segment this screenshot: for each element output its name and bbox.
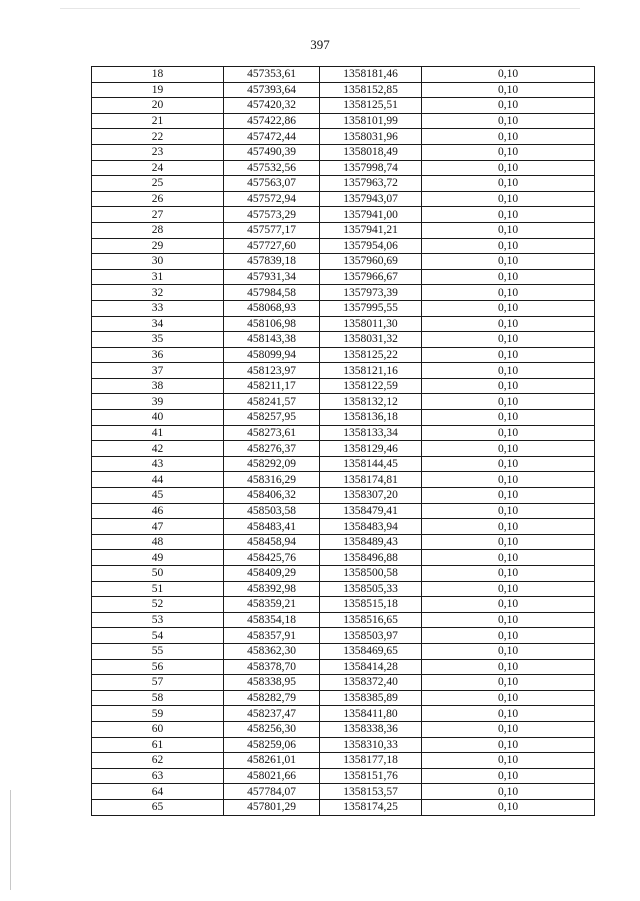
accuracy-cell: 0,10 (422, 332, 595, 348)
y-coordinate-cell: 1357943,07 (320, 191, 422, 207)
table-row (92, 488, 595, 504)
accuracy-cell: 0,10 (422, 378, 595, 394)
point-number-cell: 52 (92, 597, 224, 613)
table-row (92, 784, 595, 800)
point-number-cell: 49 (92, 550, 224, 566)
accuracy-cell: 0,10 (422, 628, 595, 644)
x-coordinate-cell: 457393,64 (224, 82, 320, 98)
point-number-cell: 27 (92, 207, 224, 223)
table-row (92, 706, 595, 722)
table-row (92, 519, 595, 535)
point-number-cell: 58 (92, 690, 224, 706)
table-row (92, 332, 595, 348)
y-coordinate-cell: 1357995,55 (320, 300, 422, 316)
table-row (92, 378, 595, 394)
y-coordinate-cell: 1358153,57 (320, 784, 422, 800)
table-row (92, 534, 595, 550)
x-coordinate-cell: 457490,39 (224, 144, 320, 160)
y-coordinate-cell: 1358174,25 (320, 799, 422, 815)
x-coordinate-cell: 458123,97 (224, 363, 320, 379)
accuracy-cell: 0,10 (422, 98, 595, 114)
x-coordinate-cell: 457573,29 (224, 207, 320, 223)
x-coordinate-cell: 458106,98 (224, 316, 320, 332)
table-row (92, 721, 595, 737)
accuracy-cell: 0,10 (422, 129, 595, 145)
point-number-cell: 53 (92, 612, 224, 628)
accuracy-cell: 0,10 (422, 597, 595, 613)
y-coordinate-cell: 1358152,85 (320, 82, 422, 98)
point-number-cell: 42 (92, 441, 224, 457)
table-row (92, 456, 595, 472)
accuracy-cell: 0,10 (422, 207, 595, 223)
accuracy-cell: 0,10 (422, 222, 595, 238)
point-number-cell: 55 (92, 643, 224, 659)
x-coordinate-cell: 457727,60 (224, 238, 320, 254)
table-row (92, 98, 595, 114)
page-number: 397 (310, 37, 330, 52)
accuracy-cell: 0,10 (422, 285, 595, 301)
accuracy-cell: 0,10 (422, 176, 595, 192)
x-coordinate-cell: 457563,07 (224, 176, 320, 192)
x-coordinate-cell: 458261,01 (224, 753, 320, 769)
y-coordinate-cell: 1358414,28 (320, 659, 422, 675)
x-coordinate-cell: 457572,94 (224, 191, 320, 207)
accuracy-cell: 0,10 (422, 768, 595, 784)
table-row (92, 67, 595, 83)
point-number-cell: 63 (92, 768, 224, 784)
point-number-cell: 39 (92, 394, 224, 410)
accuracy-cell: 0,10 (422, 238, 595, 254)
x-coordinate-cell: 457801,29 (224, 799, 320, 815)
point-number-cell: 23 (92, 144, 224, 160)
table-row (92, 550, 595, 566)
x-coordinate-cell: 458241,57 (224, 394, 320, 410)
y-coordinate-cell: 1358144,45 (320, 456, 422, 472)
x-coordinate-cell: 457577,17 (224, 222, 320, 238)
y-coordinate-cell: 1358132,12 (320, 394, 422, 410)
y-coordinate-cell: 1358011,30 (320, 316, 422, 332)
x-coordinate-cell: 458503,58 (224, 503, 320, 519)
point-number-cell: 19 (92, 82, 224, 98)
table-row (92, 207, 595, 223)
x-coordinate-cell: 457931,34 (224, 269, 320, 285)
y-coordinate-cell: 1358505,33 (320, 581, 422, 597)
x-coordinate-cell: 458338,95 (224, 675, 320, 691)
y-coordinate-cell: 1357960,69 (320, 254, 422, 270)
point-number-cell: 35 (92, 332, 224, 348)
table-row (92, 285, 595, 301)
point-number-cell: 56 (92, 659, 224, 675)
table-row (92, 316, 595, 332)
x-coordinate-cell: 458392,98 (224, 581, 320, 597)
accuracy-cell: 0,10 (422, 254, 595, 270)
table-row (92, 441, 595, 457)
point-number-cell: 25 (92, 176, 224, 192)
table-row (92, 222, 595, 238)
scan-edge-top (60, 8, 580, 9)
y-coordinate-cell: 1358515,18 (320, 597, 422, 613)
y-coordinate-cell: 1358469,65 (320, 643, 422, 659)
table-row (92, 659, 595, 675)
accuracy-cell: 0,10 (422, 144, 595, 160)
table-row (92, 82, 595, 98)
accuracy-cell: 0,10 (422, 160, 595, 176)
y-coordinate-cell: 1358125,22 (320, 347, 422, 363)
table-row (92, 144, 595, 160)
x-coordinate-cell: 458282,79 (224, 690, 320, 706)
y-coordinate-cell: 1358307,20 (320, 488, 422, 504)
x-coordinate-cell: 458021,66 (224, 768, 320, 784)
x-coordinate-cell: 458316,29 (224, 472, 320, 488)
point-number-cell: 18 (92, 67, 224, 83)
table-row (92, 581, 595, 597)
point-number-cell: 31 (92, 269, 224, 285)
point-number-cell: 40 (92, 410, 224, 426)
table-row (92, 347, 595, 363)
table-row (92, 597, 595, 613)
accuracy-cell: 0,10 (422, 784, 595, 800)
point-number-cell: 38 (92, 378, 224, 394)
y-coordinate-cell: 1358129,46 (320, 441, 422, 457)
x-coordinate-cell: 458483,41 (224, 519, 320, 535)
table-row (92, 768, 595, 784)
x-coordinate-cell: 458406,32 (224, 488, 320, 504)
x-coordinate-cell: 457420,32 (224, 98, 320, 114)
y-coordinate-cell: 1357963,72 (320, 176, 422, 192)
point-number-cell: 43 (92, 456, 224, 472)
point-number-cell: 48 (92, 534, 224, 550)
x-coordinate-cell: 458409,29 (224, 566, 320, 582)
table-row (92, 269, 595, 285)
point-number-cell: 64 (92, 784, 224, 800)
accuracy-cell: 0,10 (422, 675, 595, 691)
x-coordinate-cell: 457839,18 (224, 254, 320, 270)
table-row (92, 675, 595, 691)
point-number-cell: 44 (92, 472, 224, 488)
point-number-cell: 29 (92, 238, 224, 254)
y-coordinate-cell: 1358479,41 (320, 503, 422, 519)
accuracy-cell: 0,10 (422, 566, 595, 582)
x-coordinate-cell: 457784,07 (224, 784, 320, 800)
coordinates-table-body (92, 67, 595, 816)
table-row (92, 612, 595, 628)
table-row (92, 628, 595, 644)
y-coordinate-cell: 1358018,49 (320, 144, 422, 160)
point-number-cell: 59 (92, 706, 224, 722)
accuracy-cell: 0,10 (422, 67, 595, 83)
point-number-cell: 21 (92, 113, 224, 129)
point-number-cell: 45 (92, 488, 224, 504)
x-coordinate-cell: 458354,18 (224, 612, 320, 628)
table-row (92, 176, 595, 192)
accuracy-cell: 0,10 (422, 191, 595, 207)
point-number-cell: 37 (92, 363, 224, 379)
point-number-cell: 41 (92, 425, 224, 441)
y-coordinate-cell: 1358372,40 (320, 675, 422, 691)
accuracy-cell: 0,10 (422, 737, 595, 753)
y-coordinate-cell: 1358121,16 (320, 363, 422, 379)
x-coordinate-cell: 458237,47 (224, 706, 320, 722)
x-coordinate-cell: 458099,94 (224, 347, 320, 363)
table-row (92, 425, 595, 441)
y-coordinate-cell: 1358503,97 (320, 628, 422, 644)
accuracy-cell: 0,10 (422, 300, 595, 316)
point-number-cell: 46 (92, 503, 224, 519)
accuracy-cell: 0,10 (422, 581, 595, 597)
y-coordinate-cell: 1358385,89 (320, 690, 422, 706)
accuracy-cell: 0,10 (422, 425, 595, 441)
accuracy-cell: 0,10 (422, 690, 595, 706)
accuracy-cell: 0,10 (422, 441, 595, 457)
point-number-cell: 57 (92, 675, 224, 691)
x-coordinate-cell: 458257,95 (224, 410, 320, 426)
x-coordinate-cell: 458292,09 (224, 456, 320, 472)
x-coordinate-cell: 457472,44 (224, 129, 320, 145)
point-number-cell: 26 (92, 191, 224, 207)
y-coordinate-cell: 1358181,46 (320, 67, 422, 83)
scan-edge-left (10, 790, 11, 890)
point-number-cell: 51 (92, 581, 224, 597)
y-coordinate-cell: 1358516,65 (320, 612, 422, 628)
point-number-cell: 36 (92, 347, 224, 363)
x-coordinate-cell: 457532,56 (224, 160, 320, 176)
x-coordinate-cell: 458362,30 (224, 643, 320, 659)
accuracy-cell: 0,10 (422, 753, 595, 769)
x-coordinate-cell: 458259,06 (224, 737, 320, 753)
table-row (92, 191, 595, 207)
x-coordinate-cell: 458143,38 (224, 332, 320, 348)
point-number-cell: 61 (92, 737, 224, 753)
x-coordinate-cell: 458068,93 (224, 300, 320, 316)
table-row (92, 113, 595, 129)
x-coordinate-cell: 458211,17 (224, 378, 320, 394)
table-row (92, 363, 595, 379)
y-coordinate-cell: 1358483,94 (320, 519, 422, 535)
y-coordinate-cell: 1358122,59 (320, 378, 422, 394)
y-coordinate-cell: 1358489,43 (320, 534, 422, 550)
table-row (92, 410, 595, 426)
y-coordinate-cell: 1358338,36 (320, 721, 422, 737)
table-row (92, 737, 595, 753)
y-coordinate-cell: 1358496,88 (320, 550, 422, 566)
accuracy-cell: 0,10 (422, 799, 595, 815)
table-row (92, 300, 595, 316)
accuracy-cell: 0,10 (422, 643, 595, 659)
y-coordinate-cell: 1357941,00 (320, 207, 422, 223)
table-row (92, 690, 595, 706)
point-number-cell: 28 (92, 222, 224, 238)
accuracy-cell: 0,10 (422, 721, 595, 737)
point-number-cell: 24 (92, 160, 224, 176)
y-coordinate-cell: 1358411,80 (320, 706, 422, 722)
accuracy-cell: 0,10 (422, 612, 595, 628)
x-coordinate-cell: 458357,91 (224, 628, 320, 644)
accuracy-cell: 0,10 (422, 394, 595, 410)
accuracy-cell: 0,10 (422, 113, 595, 129)
accuracy-cell: 0,10 (422, 456, 595, 472)
point-number-cell: 22 (92, 129, 224, 145)
table-row (92, 566, 595, 582)
point-number-cell: 62 (92, 753, 224, 769)
accuracy-cell: 0,10 (422, 472, 595, 488)
y-coordinate-cell: 1357941,21 (320, 222, 422, 238)
point-number-cell: 34 (92, 316, 224, 332)
y-coordinate-cell: 1357973,39 (320, 285, 422, 301)
x-coordinate-cell: 458425,76 (224, 550, 320, 566)
y-coordinate-cell: 1358101,99 (320, 113, 422, 129)
accuracy-cell: 0,10 (422, 363, 595, 379)
x-coordinate-cell: 458378,70 (224, 659, 320, 675)
accuracy-cell: 0,10 (422, 519, 595, 535)
accuracy-cell: 0,10 (422, 534, 595, 550)
y-coordinate-cell: 1358133,34 (320, 425, 422, 441)
y-coordinate-cell: 1357954,06 (320, 238, 422, 254)
y-coordinate-cell: 1358031,96 (320, 129, 422, 145)
accuracy-cell: 0,10 (422, 347, 595, 363)
coordinates-table (91, 66, 595, 816)
y-coordinate-cell: 1358031,32 (320, 332, 422, 348)
accuracy-cell: 0,10 (422, 410, 595, 426)
accuracy-cell: 0,10 (422, 269, 595, 285)
x-coordinate-cell: 457984,58 (224, 285, 320, 301)
y-coordinate-cell: 1358151,76 (320, 768, 422, 784)
table-row (92, 160, 595, 176)
x-coordinate-cell: 458276,37 (224, 441, 320, 457)
point-number-cell: 33 (92, 300, 224, 316)
point-number-cell: 60 (92, 721, 224, 737)
point-number-cell: 50 (92, 566, 224, 582)
accuracy-cell: 0,10 (422, 706, 595, 722)
y-coordinate-cell: 1358174,81 (320, 472, 422, 488)
accuracy-cell: 0,10 (422, 316, 595, 332)
y-coordinate-cell: 1358500,58 (320, 566, 422, 582)
point-number-cell: 65 (92, 799, 224, 815)
y-coordinate-cell: 1358177,18 (320, 753, 422, 769)
accuracy-cell: 0,10 (422, 659, 595, 675)
x-coordinate-cell: 457422,86 (224, 113, 320, 129)
point-number-cell: 47 (92, 519, 224, 535)
point-number-cell: 30 (92, 254, 224, 270)
point-number-cell: 54 (92, 628, 224, 644)
table-row (92, 394, 595, 410)
y-coordinate-cell: 1358136,18 (320, 410, 422, 426)
point-number-cell: 32 (92, 285, 224, 301)
accuracy-cell: 0,10 (422, 488, 595, 504)
table-row (92, 472, 595, 488)
y-coordinate-cell: 1358310,33 (320, 737, 422, 753)
accuracy-cell: 0,10 (422, 550, 595, 566)
y-coordinate-cell: 1357998,74 (320, 160, 422, 176)
y-coordinate-cell: 1358125,51 (320, 98, 422, 114)
point-number-cell: 20 (92, 98, 224, 114)
accuracy-cell: 0,10 (422, 503, 595, 519)
table-row (92, 643, 595, 659)
table-row (92, 503, 595, 519)
accuracy-cell: 0,10 (422, 82, 595, 98)
table-row (92, 799, 595, 815)
x-coordinate-cell: 458359,21 (224, 597, 320, 613)
table-row (92, 129, 595, 145)
x-coordinate-cell: 458256,30 (224, 721, 320, 737)
y-coordinate-cell: 1357966,67 (320, 269, 422, 285)
x-coordinate-cell: 458273,61 (224, 425, 320, 441)
table-row (92, 753, 595, 769)
table-row (92, 238, 595, 254)
x-coordinate-cell: 457353,61 (224, 67, 320, 83)
x-coordinate-cell: 458458,94 (224, 534, 320, 550)
table-row (92, 254, 595, 270)
